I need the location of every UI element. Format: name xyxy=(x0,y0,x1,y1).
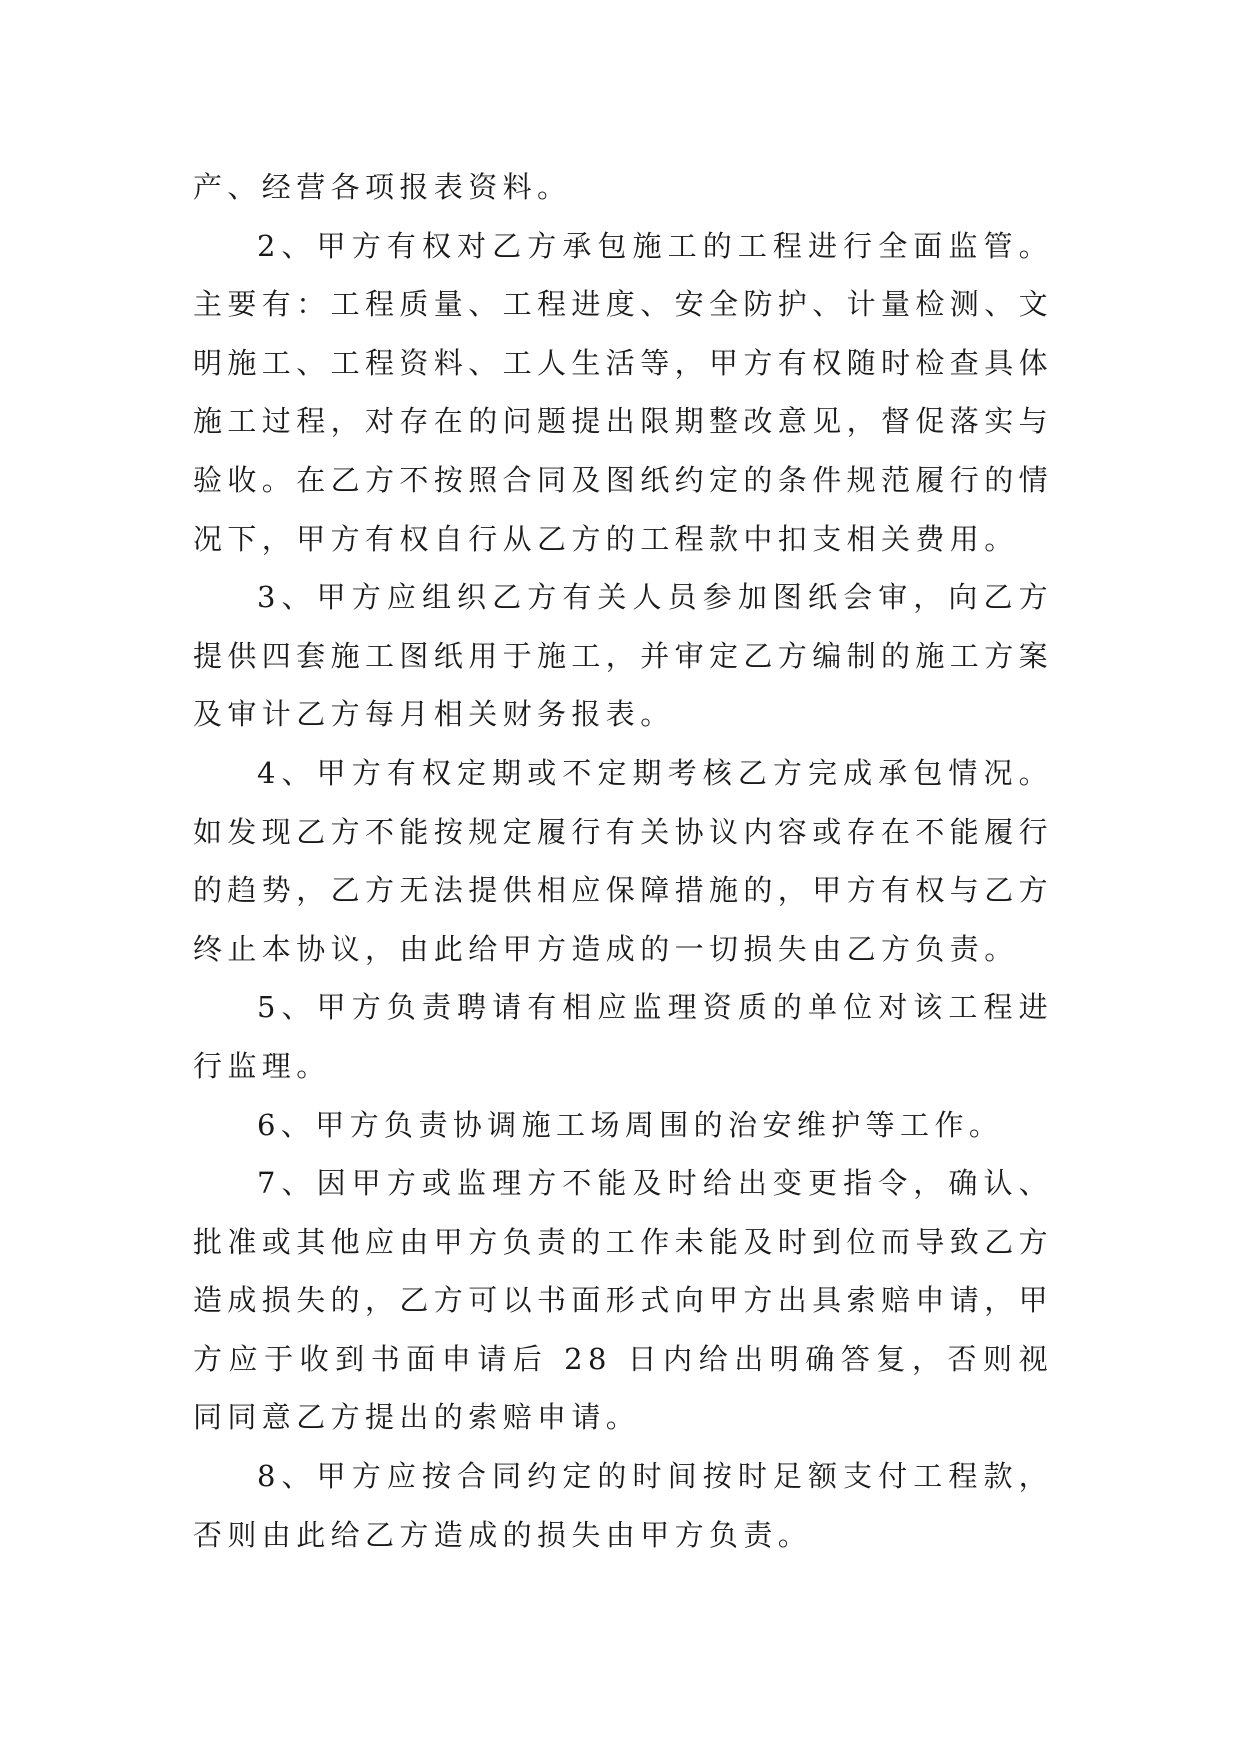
paragraph-continuation: 产、经营各项报表资料。 xyxy=(193,170,572,204)
paragraph-clause-6: 6、甲方负责协调施工场周围的治安维护等工作。 xyxy=(257,1107,1004,1142)
paragraph-clause-4: 4、甲方有权定期或不定期考核乙方完成承包情况。如发现乙方不能按规定履行有关协议内容或存在不能履行的趋势，乙方无法提供相应保障措施的，甲方有权与乙方终止本协议，由此给甲方造成的一切损失由乙方负责。 xyxy=(193,755,1054,966)
paragraph-clause-8: 8、甲方应按合同约定的时间按时足额支付工程款，否则由此给乙方造成的损失由甲方负责。 xyxy=(193,1459,1053,1552)
paragraph-clause-5: 5、甲方负责聘请有相应监理资质的单位对该工程进行监理。 xyxy=(193,990,1053,1083)
document-body xyxy=(193,158,1053,1564)
paragraph-clause-2: 2、甲方有权对乙方承包施工的工程进行全面监管。主要有：工程质量、工程进度、安全防护、计量检测、文明施工、工程资料、工人生活等，甲方有权随时检查具体施工过程，对存在的问题提出限期整改意见，督促落实与验收。在乙方不按照合同及图纸约定的条件规范履行的情况下，甲方有权自行从乙方的工程款中扣支相关费用。 xyxy=(193,228,1054,556)
paragraph-clause-3: 3、甲方应组织乙方有关人员参加图纸会审，向乙方提供四套施工图纸用于施工，并审定乙方编制的施工方案及审计乙方每月相关财务报表。 xyxy=(193,580,1054,732)
paragraph-clause-7: 7、因甲方或监理方不能及时给出变更指令，确认、批准或其他应由甲方负责的工作未能及时到位而导致乙方造成损失的，乙方可以书面形式向甲方出具索赔申请，甲方应于收到书面申请后 28 日内给出明确答复，否则视同同意乙方提出的索赔申请。 xyxy=(193,1166,1054,1435)
